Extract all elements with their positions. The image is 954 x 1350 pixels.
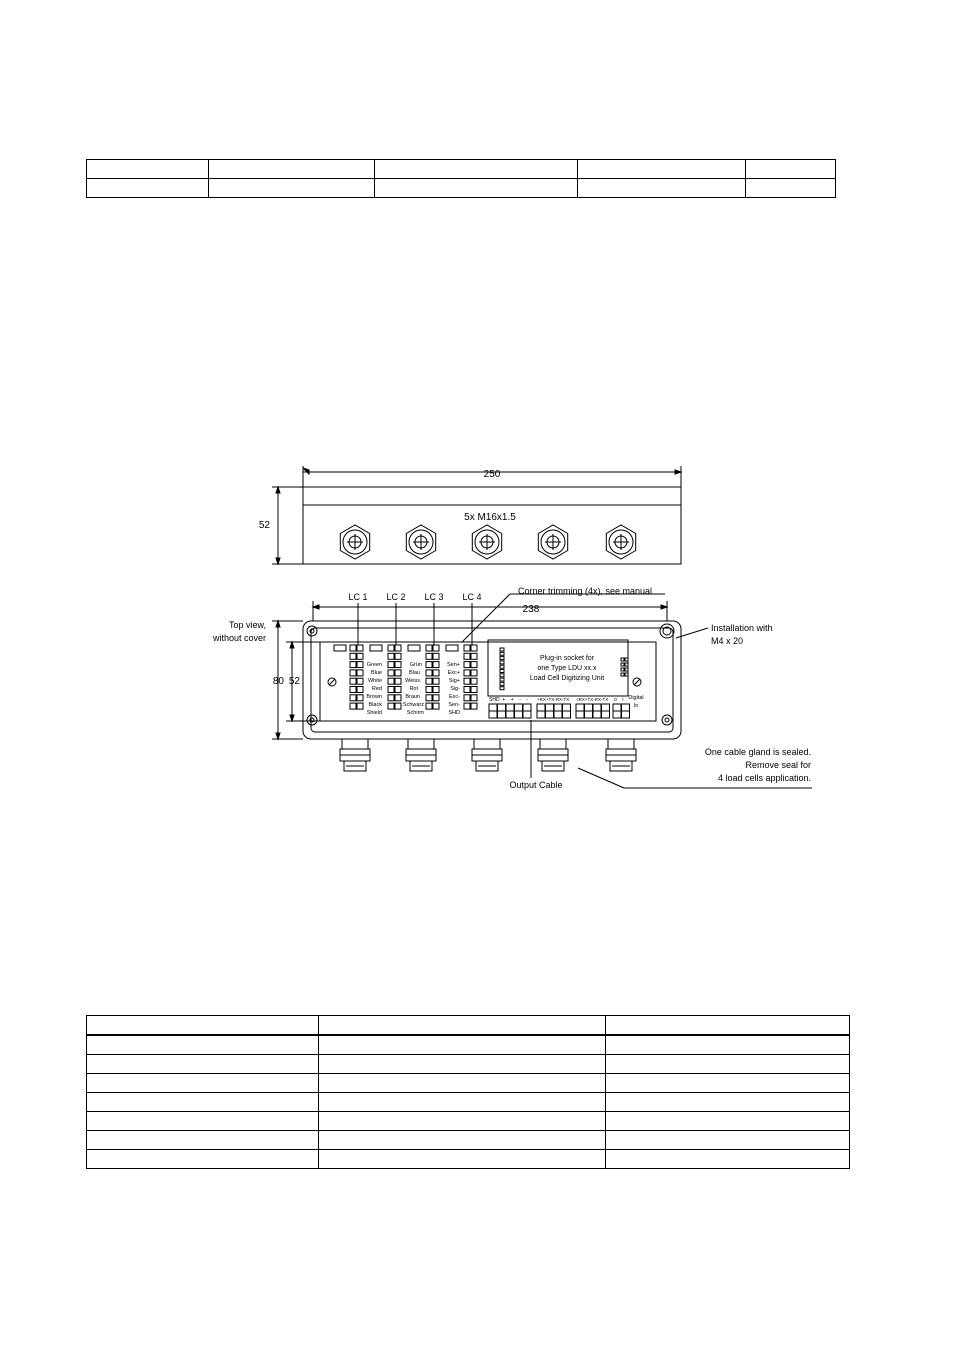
color-de: Braun xyxy=(405,694,420,700)
terminal-slot xyxy=(395,687,401,693)
terminal-slot xyxy=(471,695,477,701)
socket-pin xyxy=(500,661,504,664)
color-en: Red xyxy=(371,686,382,692)
signal-label: Sig+ xyxy=(448,678,460,684)
bottom-table xyxy=(86,1015,850,1169)
terminal-slot xyxy=(388,653,394,659)
socket-pin xyxy=(500,648,504,651)
cable-gland-side xyxy=(406,525,435,559)
table-cell xyxy=(606,1093,850,1112)
socket-pin xyxy=(621,668,624,671)
color-en: Blue xyxy=(370,670,382,676)
terminal-slot xyxy=(464,645,470,651)
terminal-slot xyxy=(585,711,593,718)
terminal-slot xyxy=(426,645,432,651)
table-cell xyxy=(606,1055,850,1074)
terminal-slot xyxy=(395,653,401,659)
cable-gland-side xyxy=(538,525,567,559)
color-de: Schirm xyxy=(406,710,424,716)
socket-pin xyxy=(621,663,624,666)
table-cell xyxy=(87,1016,319,1036)
socket-pin xyxy=(500,678,504,681)
terminal-slot xyxy=(357,653,363,659)
terminal-slot xyxy=(388,645,394,651)
socket-label-2: one Type LDU xx.x xyxy=(537,665,597,672)
terminal-slot xyxy=(350,670,356,676)
dim-inner-width: 238 xyxy=(522,604,540,615)
table-cell xyxy=(87,1093,319,1112)
socket-pin xyxy=(500,665,504,668)
terminal-slot xyxy=(554,704,562,711)
signal-label: SHD xyxy=(448,710,460,716)
terminal-slot xyxy=(388,703,394,709)
color-de: Rot xyxy=(409,686,418,692)
top-view-label-1: Top view, xyxy=(228,620,266,630)
signal-label: Sen+ xyxy=(447,662,460,668)
socket-pin xyxy=(500,674,504,677)
signal-label: Exc- xyxy=(449,694,460,700)
terminal-slot xyxy=(506,704,514,711)
terminal-slot xyxy=(576,711,584,718)
terminal-slot xyxy=(602,704,610,711)
terminal-slot xyxy=(426,670,432,676)
terminal-slot xyxy=(357,695,363,701)
terminal-slot xyxy=(433,670,439,676)
signal-label: Exc+ xyxy=(447,670,460,676)
terminal-slot xyxy=(464,687,470,693)
cable-gland-top xyxy=(406,739,436,771)
terminal-slot xyxy=(471,687,477,693)
color-en: Shield xyxy=(366,710,382,716)
terminal-slot xyxy=(593,704,601,711)
terminal-slot xyxy=(426,653,432,659)
terminal-slot xyxy=(489,704,497,711)
color-de: Schwarz xyxy=(402,702,424,708)
lc-label: LC 4 xyxy=(462,592,482,602)
terminal-slot xyxy=(426,703,432,709)
terminal-slot xyxy=(537,704,545,711)
terminal-slot xyxy=(357,645,363,651)
terminal-tab xyxy=(370,645,382,651)
lc-label: LC 3 xyxy=(424,592,444,602)
signal-label: Sig- xyxy=(450,686,460,692)
socket-pin xyxy=(500,682,504,685)
terminal-slot xyxy=(433,645,439,651)
table-cell xyxy=(606,1112,850,1131)
dim-height-total: 80 xyxy=(272,676,284,687)
table-cell xyxy=(87,1131,319,1150)
cable-gland-top xyxy=(472,739,502,771)
terminal-slot xyxy=(489,711,497,718)
terminal-slot xyxy=(622,711,630,718)
table-cell xyxy=(606,1016,850,1036)
rx-terminal-labels: +RX+TX-RX-TX xyxy=(537,697,570,702)
terminal-slot xyxy=(395,662,401,668)
dim-width: 250 xyxy=(483,469,501,480)
socket-pin xyxy=(500,670,504,673)
color-en: Brown xyxy=(366,694,382,700)
terminal-slot xyxy=(395,645,401,651)
color-en: Green xyxy=(366,662,382,668)
terminal-slot xyxy=(357,703,363,709)
socket-pin xyxy=(625,658,628,661)
terminal-slot xyxy=(426,662,432,668)
terminal-slot xyxy=(515,704,523,711)
table-row xyxy=(87,1150,850,1169)
lc-label: LC 1 xyxy=(348,592,368,602)
digital-label-2: In xyxy=(633,703,639,709)
socket-label-1: Plug-in socket for xyxy=(539,655,595,662)
cable-gland-side xyxy=(340,525,369,559)
table-row xyxy=(87,1112,850,1131)
table-row xyxy=(87,1093,850,1112)
socket-pin xyxy=(621,673,624,676)
terminal-slot xyxy=(622,704,630,711)
terminal-slot xyxy=(433,653,439,659)
terminal-slot xyxy=(593,711,601,718)
socket-pin xyxy=(500,657,504,660)
table-cell xyxy=(319,1131,606,1150)
terminal-slot xyxy=(464,695,470,701)
table-cell xyxy=(319,1112,606,1131)
terminal-slot xyxy=(395,695,401,701)
terminal-slot xyxy=(357,662,363,668)
color-de: Weiss xyxy=(405,678,420,684)
cable-gland-side xyxy=(606,525,635,559)
table-cell xyxy=(319,1055,606,1074)
color-en: White xyxy=(367,678,382,684)
digital-label-1: Digital xyxy=(628,695,644,701)
terminal-slot xyxy=(471,645,477,651)
terminal-slot xyxy=(433,703,439,709)
terminal-slot xyxy=(433,678,439,684)
table-cell xyxy=(606,1150,850,1169)
terminal-slot xyxy=(433,662,439,668)
terminal-slot xyxy=(388,662,394,668)
terminal-slot xyxy=(357,687,363,693)
terminal-slot xyxy=(563,704,571,711)
table-cell xyxy=(319,1016,606,1036)
gland-note-1: One cable gland is sealed. xyxy=(704,747,811,757)
terminal-tab xyxy=(408,645,420,651)
terminal-slot xyxy=(506,711,514,718)
terminal-slot xyxy=(357,670,363,676)
terminal-slot xyxy=(498,711,506,718)
rx-terminal-labels: +RX+TX-RX-TX xyxy=(576,697,609,702)
install-label-1: Installation with xyxy=(711,623,773,633)
cable-gland-top xyxy=(538,739,568,771)
cable-gland-side xyxy=(472,525,501,559)
socket-label-3: Load Cell Digitizing Unit xyxy=(529,675,605,682)
table-cell xyxy=(87,1112,319,1131)
terminal-slot xyxy=(433,687,439,693)
terminal-slot xyxy=(613,704,621,711)
gland-note-2: Remove seal for xyxy=(745,760,811,770)
terminal-slot xyxy=(515,711,523,718)
terminal-slot xyxy=(395,703,401,709)
terminal-slot xyxy=(388,687,394,693)
socket-pin xyxy=(500,687,504,690)
corner-note: Corner trimming (4x), see manual xyxy=(518,586,653,596)
terminal-slot xyxy=(464,703,470,709)
socket-pin xyxy=(621,658,624,661)
terminal-slot xyxy=(576,704,584,711)
terminal-slot xyxy=(350,695,356,701)
table-cell xyxy=(87,1035,319,1055)
terminal-slot xyxy=(471,662,477,668)
table-cell xyxy=(87,1150,319,1169)
terminal-slot xyxy=(426,695,432,701)
terminal-slot xyxy=(350,678,356,684)
terminal-slot xyxy=(471,670,477,676)
terminal-slot xyxy=(585,704,593,711)
terminal-slot xyxy=(350,687,356,693)
terminal-slot xyxy=(395,670,401,676)
terminal-slot xyxy=(523,704,531,711)
table-cell xyxy=(87,1074,319,1093)
terminal-slot xyxy=(554,711,562,718)
terminal-slot xyxy=(426,687,432,693)
terminal-slot xyxy=(350,653,356,659)
table-cell xyxy=(319,1035,606,1055)
table-cell xyxy=(606,1035,850,1055)
terminal-slot xyxy=(426,678,432,684)
bottom-terminal-labels: SHD + + - - xyxy=(489,697,529,703)
install-label-2: M4 x 20 xyxy=(711,636,744,646)
cable-gland-top xyxy=(340,739,370,771)
cable-gland-top xyxy=(606,739,636,771)
table-row xyxy=(87,1035,850,1055)
terminal-slot xyxy=(602,711,610,718)
terminal-slot xyxy=(350,662,356,668)
terminal-slot xyxy=(350,703,356,709)
terminal-slot xyxy=(357,678,363,684)
table-cell xyxy=(319,1150,606,1169)
output-cable-label: Output Cable xyxy=(509,780,563,790)
terminal-slot xyxy=(523,711,531,718)
terminal-slot xyxy=(464,662,470,668)
terminal-slot xyxy=(388,678,394,684)
color-en: Black xyxy=(368,702,382,708)
terminal-slot xyxy=(471,703,477,709)
color-de: Blau xyxy=(408,670,420,676)
terminal-slot xyxy=(464,670,470,676)
gland-spec: 5x M16x1.5 xyxy=(464,512,516,523)
dim-height-side: 52 xyxy=(258,520,270,531)
table-row xyxy=(87,1055,850,1074)
terminal-slot xyxy=(388,695,394,701)
lc-label: LC 2 xyxy=(386,592,406,602)
terminal-slot xyxy=(395,678,401,684)
socket-pin xyxy=(625,663,628,666)
terminal-tab xyxy=(446,645,458,651)
table-row xyxy=(87,1016,850,1036)
socket-pin xyxy=(625,673,628,676)
table-cell xyxy=(606,1131,850,1150)
terminal-slot xyxy=(471,653,477,659)
digital-io-labels: o i xyxy=(614,697,624,703)
terminal-slot xyxy=(350,645,356,651)
socket-pin xyxy=(625,668,628,671)
gland-note-3: 4 load cells application. xyxy=(717,773,811,783)
terminal-slot xyxy=(464,678,470,684)
table-cell xyxy=(319,1093,606,1112)
terminal-slot xyxy=(537,711,545,718)
color-de: Grün xyxy=(409,662,422,668)
dim-height-inner: 52 xyxy=(288,676,300,687)
terminal-slot xyxy=(471,678,477,684)
terminal-slot xyxy=(613,711,621,718)
terminal-slot xyxy=(563,711,571,718)
table-row xyxy=(87,1074,850,1093)
terminal-slot xyxy=(388,670,394,676)
table-row xyxy=(87,1131,850,1150)
terminal-slot xyxy=(433,695,439,701)
table-cell xyxy=(606,1074,850,1093)
table-cell xyxy=(87,1055,319,1074)
terminal-slot xyxy=(464,653,470,659)
terminal-tab xyxy=(334,645,346,651)
signal-label: Sen- xyxy=(448,702,460,708)
table-cell xyxy=(319,1074,606,1093)
terminal-slot xyxy=(546,704,554,711)
terminal-slot xyxy=(498,704,506,711)
terminal-slot xyxy=(546,711,554,718)
top-view-label-2: without cover xyxy=(212,633,266,643)
socket-pin xyxy=(500,652,504,655)
